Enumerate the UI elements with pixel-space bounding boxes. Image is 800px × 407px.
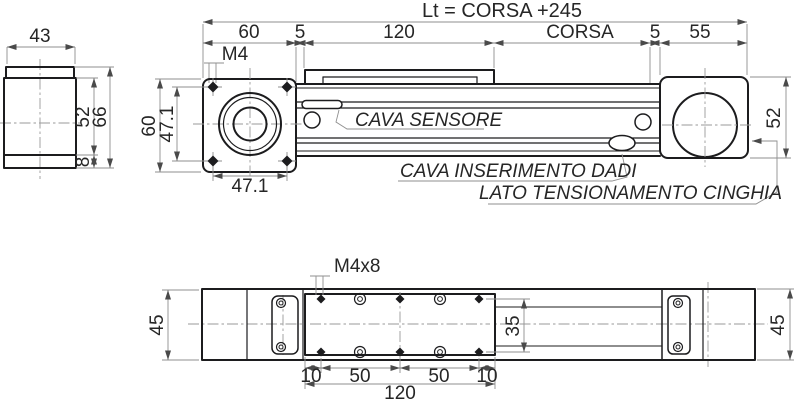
- carriage-side: [305, 70, 494, 84]
- cap-screw: [674, 299, 683, 308]
- m4-hole: [208, 156, 219, 167]
- dim-body-width-left: 45: [147, 314, 168, 336]
- dim-total-length: Lt = CORSA +245: [421, 0, 583, 22]
- cap-screw: [277, 343, 286, 352]
- m4-callout: [204, 44, 249, 83]
- dim-gap-left: 5: [294, 22, 306, 43]
- dim-end-base-height: 8: [73, 156, 94, 168]
- head-height-dim: [750, 77, 791, 158]
- motor-flange: [193, 68, 306, 184]
- cap-screw: [674, 343, 683, 352]
- dim-carriage-length: 120: [383, 22, 415, 43]
- plan-right-cap: [668, 296, 690, 354]
- cap-screw: [277, 299, 286, 308]
- dim-flange-height: 60: [139, 115, 160, 137]
- dim-edge-offset-right: 10: [476, 366, 498, 387]
- dim-gap-right: 5: [649, 22, 661, 43]
- m4-hole: [208, 82, 219, 93]
- m4-hole: [282, 82, 293, 93]
- carriage-plate-plan: [305, 292, 495, 358]
- end-view-dimensions: [7, 26, 114, 168]
- dim-head-height: 52: [764, 107, 785, 129]
- side-view: [139, 0, 791, 204]
- label-cava-sensore: CAVA SENSORE: [355, 110, 503, 131]
- label-m4-thread: M4: [221, 44, 249, 65]
- dim-plate-length: 120: [384, 383, 416, 404]
- dim-hole-pitch-right: 50: [428, 366, 450, 387]
- end-view: [0, 26, 114, 179]
- dim-end-body-height: 52: [73, 106, 94, 128]
- dim-hole-spacing-v: 47.1: [157, 105, 178, 143]
- body-hole-left: [304, 112, 320, 128]
- m4-hole: [282, 156, 293, 167]
- dim-head-length: 55: [689, 22, 711, 43]
- tension-head-side: [660, 68, 751, 167]
- dim-stroke: CORSA: [546, 22, 614, 43]
- dim-hole-spacing-h: 47.1: [231, 176, 269, 197]
- body-hole-right: [635, 114, 651, 130]
- dim-end-width: 43: [29, 26, 51, 47]
- dim-hole-pitch-left: 50: [349, 366, 371, 387]
- nut-insertion-slot: [609, 136, 635, 151]
- dim-chain-group: [203, 22, 747, 83]
- dim-hole-row-spacing: 35: [503, 315, 524, 337]
- dim-total-length-group: [203, 0, 747, 78]
- dim-end-total-height: 66: [90, 106, 111, 128]
- label-m4x8-thread: M4x8: [334, 256, 381, 277]
- dim-flange-length: 60: [238, 22, 260, 43]
- plan-bottom-dims: [300, 357, 497, 404]
- dim-edge-offset-left: 10: [300, 366, 322, 387]
- flange-vertical-dims: [139, 79, 204, 172]
- dim-body-width-right: 45: [768, 314, 789, 336]
- label-cava-inserimento-dadi: CAVA INSERIMENTO DADI: [400, 161, 637, 182]
- sensor-slot: [302, 101, 342, 109]
- plan-view: [147, 256, 794, 404]
- label-lato-tensionamento: LATO TENSIONAMENTO CINGHIA: [479, 183, 782, 204]
- plan-left-cap: [272, 296, 298, 354]
